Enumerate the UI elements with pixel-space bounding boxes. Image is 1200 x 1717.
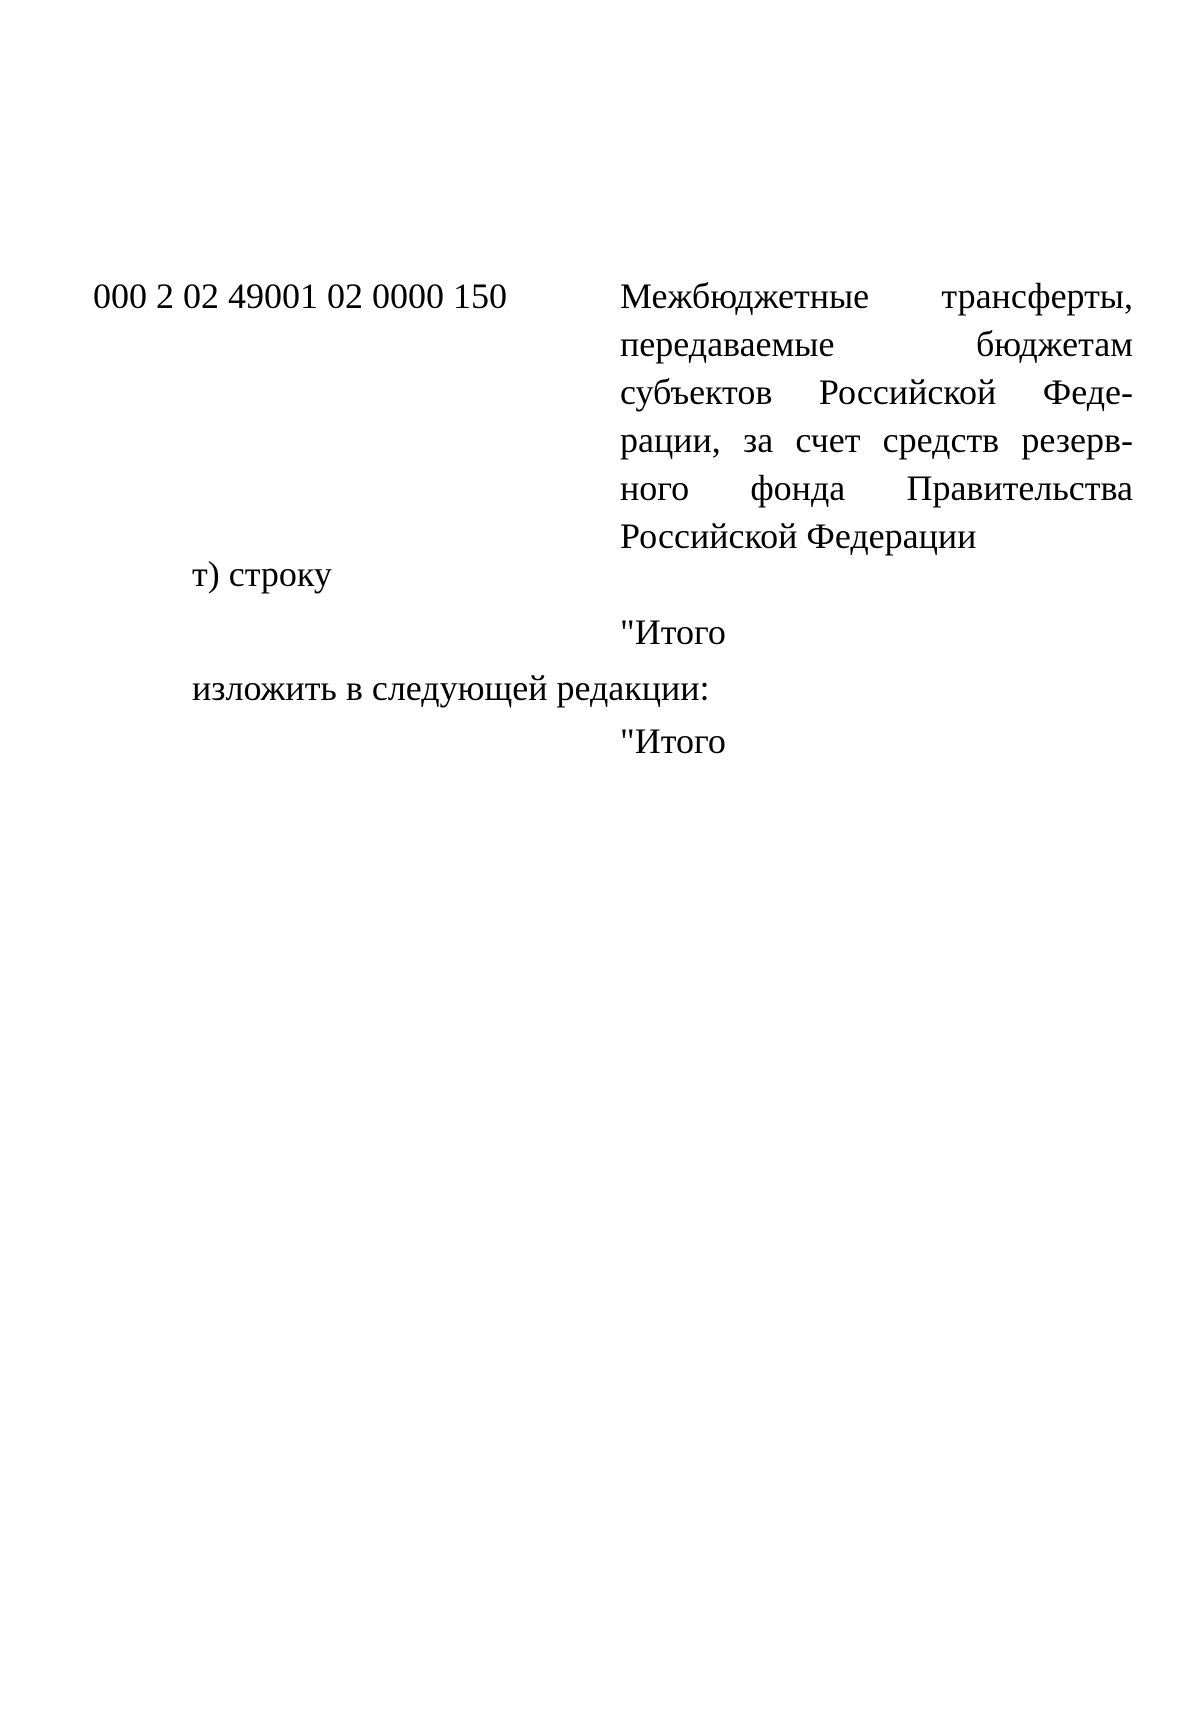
- description-line: Российской Федерации: [620, 516, 977, 556]
- itogo-old-label: "Итого: [620, 612, 726, 652]
- budget-code: 000 2 02 49001 02 0000 150: [93, 276, 507, 316]
- description-line: Межбюджетные трансферты,: [620, 276, 1133, 316]
- description-line: ного фонда Правительства: [620, 468, 1133, 508]
- itogo-new-label: "Итого: [620, 721, 726, 761]
- description-line: передаваемые бюджетам: [620, 324, 1133, 364]
- description-line: рации, за счет средств резерв-: [620, 420, 1133, 460]
- item-t-label: т) строку: [192, 554, 332, 594]
- instruction-text: изложить в следующей редакции:: [192, 668, 710, 708]
- budget-description: [620, 272, 1133, 560]
- description-line: субъектов Российской Феде-: [620, 372, 1133, 412]
